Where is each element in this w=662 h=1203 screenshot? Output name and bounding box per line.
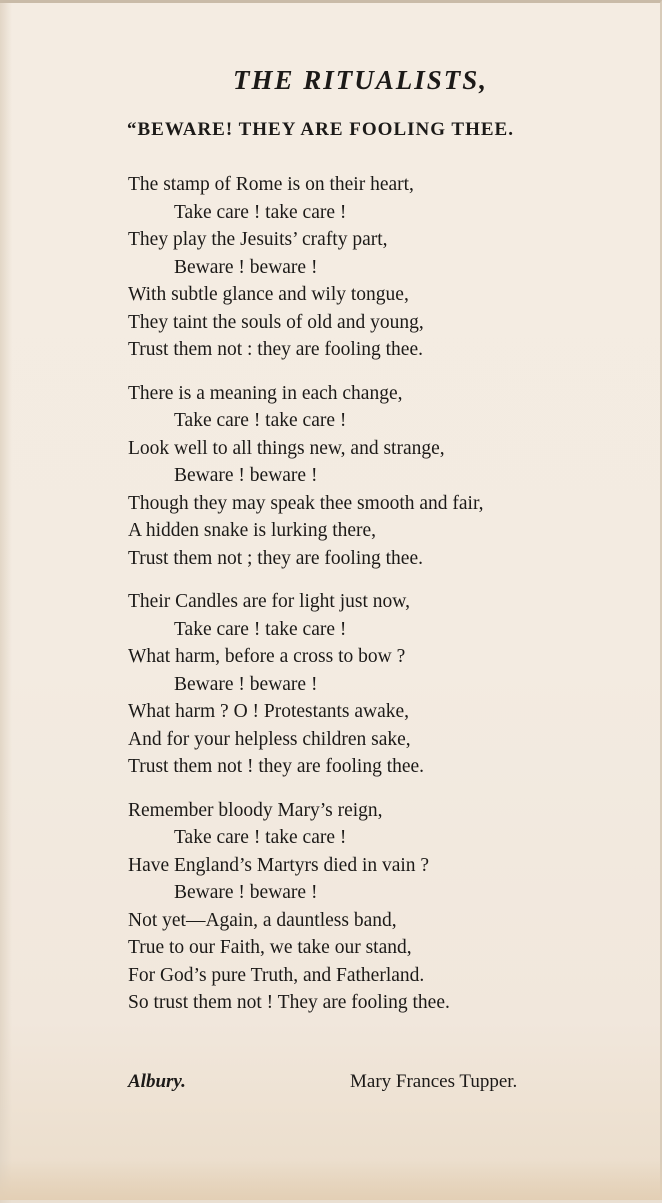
poem-line: Remember bloody Mary’s reign,	[128, 799, 383, 821]
stanza	[128, 380, 628, 573]
paper-bottom-stain	[0, 1160, 662, 1200]
poem-refrain-line: Beware ! beware !	[174, 256, 318, 278]
place-name: Albury.	[128, 1071, 186, 1092]
poem-line: Though they may speak thee smooth and fair,	[128, 492, 484, 514]
poem-line: They taint the souls of old and young,	[128, 311, 424, 333]
poem-line: Have England’s Martyrs died in vain ?	[128, 854, 430, 876]
poem-refrain-line: Take care ! take care !	[174, 618, 347, 640]
poem-line: Trust them not ! they are fooling thee.	[128, 756, 425, 777]
poem-line: And for your helpless children sake,	[128, 728, 411, 750]
author-name: Mary Frances Tupper.	[350, 1071, 518, 1092]
poem-line: They play the Jesuits’ crafty part,	[128, 229, 388, 250]
poem-refrain-line: Take care ! take care !	[174, 201, 347, 223]
poem-refrain-line: Take care ! take care !	[174, 827, 347, 848]
poem-line: True to our Faith, we take our stand,	[128, 937, 412, 958]
poem-refrain-line: Take care ! take care !	[174, 410, 347, 431]
poem-line: For God’s pure Truth, and Fatherland.	[128, 964, 425, 986]
poem-line: Trust them not ; they are fooling thee.	[128, 547, 423, 569]
stanza	[128, 588, 628, 781]
poem-refrain-line: Beware ! beware !	[174, 465, 318, 486]
poem-line: Look well to all things new, and strange,	[128, 437, 445, 459]
poem-line: What harm ? O ! Protestants awake,	[128, 701, 410, 722]
poem-line: With subtle glance and wily tongue,	[128, 284, 409, 305]
poem-line: Trust them not : they are fooling thee.	[128, 339, 423, 360]
poem-title: THE RITUALISTS,	[233, 65, 489, 95]
poem-refrain-line: Beware ! beware !	[174, 673, 318, 695]
stanza	[128, 797, 628, 1017]
poem-body	[128, 171, 628, 1033]
signature-line	[128, 1071, 573, 1101]
stanza	[128, 171, 628, 364]
poem-line: Their Candles are for light just now,	[128, 591, 410, 612]
poem-line: So trust them not ! They are fooling thee.	[128, 992, 450, 1013]
paper-left-edge	[0, 3, 12, 1203]
poem-refrain-line: Beware ! beware !	[174, 882, 318, 903]
poem-line: What harm, before a cross to bow ?	[128, 646, 406, 667]
poem-line: There is a meaning in each change,	[128, 382, 403, 404]
poem-subtitle: “BEWARE! THEY ARE FOOLING THEE.	[127, 119, 514, 140]
poem-line: A hidden snake is lurking there,	[128, 520, 377, 541]
poem-line: The stamp of Rome is on their heart,	[128, 174, 414, 195]
poem-line: Not yet—Again, a dauntless band,	[128, 909, 397, 931]
